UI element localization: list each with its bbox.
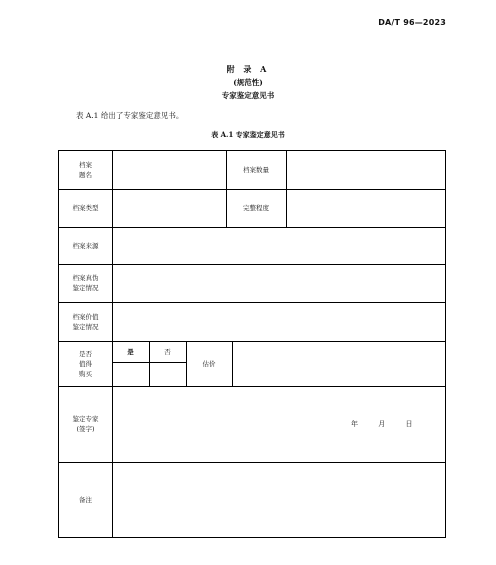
- label-line: 鉴定专家: [72, 415, 99, 423]
- intro-text: 表 A.1 给出了专家鉴定意见书。: [76, 111, 184, 120]
- label-line: 鉴定情况: [72, 322, 99, 331]
- label-worth-purchase: [59, 341, 112, 386]
- label-value: [59, 302, 112, 341]
- row-divider: [59, 227, 445, 228]
- label-remarks: [59, 462, 112, 537]
- label-line: 否: [164, 347, 171, 356]
- column-divider: [286, 151, 287, 227]
- label-archive-type: [59, 189, 112, 227]
- label-completeness: [226, 189, 286, 227]
- label-line: (签字): [76, 425, 95, 433]
- label-valuation: [186, 341, 232, 386]
- label-line: 是否: [79, 349, 92, 358]
- label-line: 档案: [79, 161, 92, 169]
- label-archive-source: [59, 227, 112, 264]
- row-divider: [59, 386, 445, 387]
- label-line: 档案真伪: [72, 274, 99, 282]
- label-line: 鉴定情况: [72, 284, 99, 292]
- appendix-title: 附 录 A: [226, 64, 270, 74]
- label-archive-count: [226, 151, 286, 189]
- row-divider: [59, 462, 445, 463]
- label-line: 档案类型: [72, 204, 99, 212]
- label-line: 题名: [79, 171, 92, 179]
- document-code: DA/T 96—2023: [378, 18, 446, 27]
- label-line: 档案来源: [72, 241, 99, 250]
- row-divider: [59, 302, 445, 303]
- appendix-name: 专家鉴定意见书: [221, 91, 275, 100]
- label-expert-signature: [59, 386, 112, 462]
- column-divider: [232, 341, 233, 386]
- label-line: 备注: [79, 495, 92, 504]
- label-line: 估价: [202, 359, 216, 368]
- label-line: 完整程度: [243, 204, 269, 212]
- label-line: 档案数量: [243, 166, 269, 174]
- label-authenticity: [59, 264, 112, 302]
- row-divider: [59, 264, 445, 265]
- label-yes: [112, 341, 149, 362]
- label-no: [149, 341, 186, 362]
- label-line: 档案价值: [72, 312, 99, 321]
- table-caption: 表 A.1 专家鉴定意见书: [211, 130, 285, 139]
- label-line: 是: [127, 347, 134, 356]
- label-line: 购买: [79, 369, 92, 378]
- date-line: 年 月 日: [351, 420, 413, 428]
- appendix-normative: (规范性): [233, 78, 263, 87]
- label-archive-title: [59, 151, 112, 189]
- label-line: 值得: [79, 359, 92, 368]
- expert-opinion-table: [58, 150, 446, 538]
